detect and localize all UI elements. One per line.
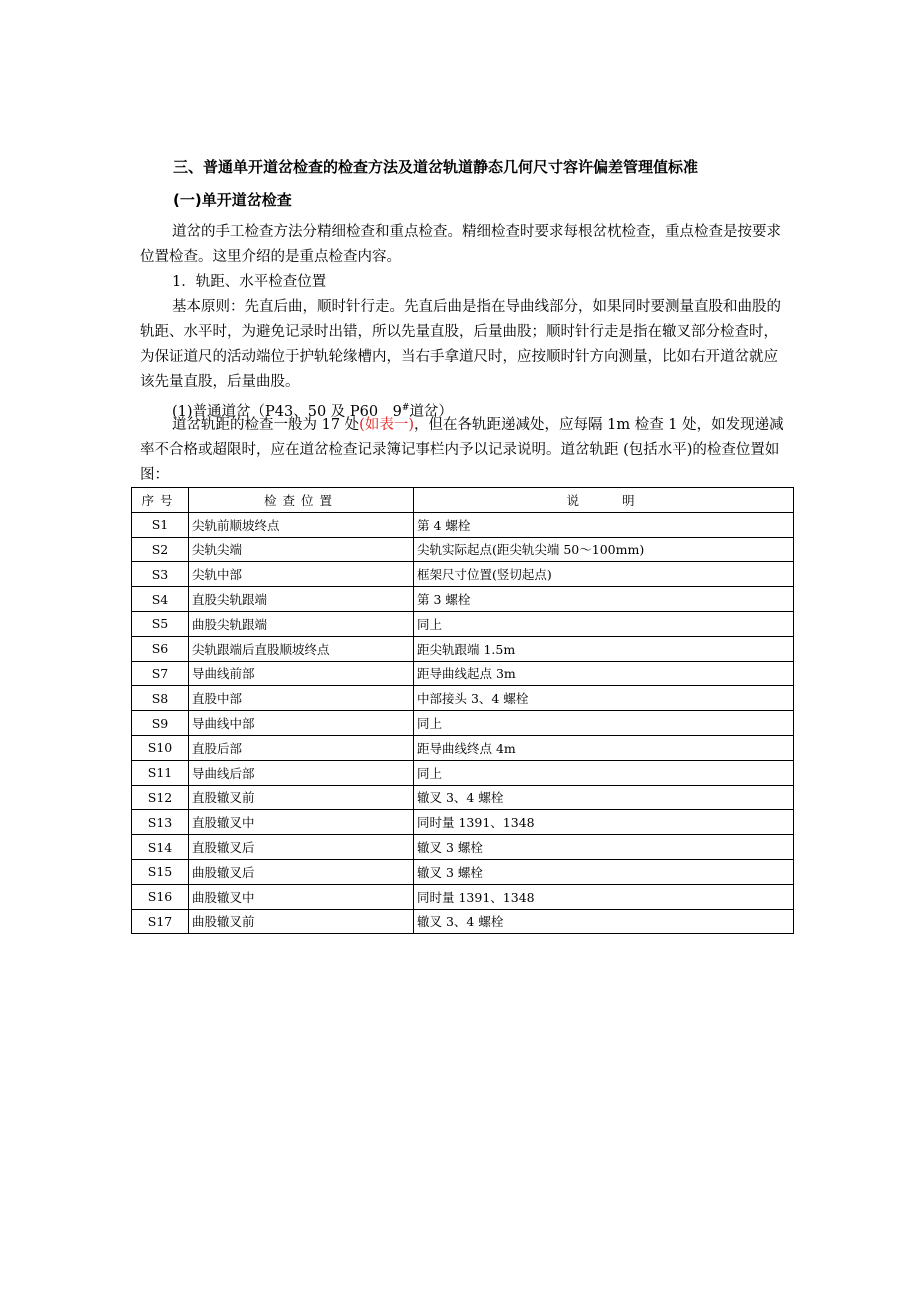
table-row: [132, 562, 794, 587]
cell-seq: S4: [132, 587, 189, 612]
cell-note: 辙叉 3、4 螺栓: [414, 785, 794, 810]
table-row: [132, 587, 794, 612]
cell-note: 辙叉 3 螺栓: [414, 859, 794, 884]
sub-title-sup: #: [401, 403, 410, 413]
cell-seq: S11: [132, 760, 189, 785]
cell-note: 距尖轨跟端 1.5m: [414, 636, 794, 661]
cell-note: 距导曲线起点 3m: [414, 661, 794, 686]
cell-seq: S13: [132, 810, 189, 835]
cell-position: 直股辙叉前: [189, 785, 414, 810]
sub-title-prefix: (1)普通道岔（P43、50 及 P60 9: [172, 403, 402, 420]
cell-position: 尖轨尖端: [189, 537, 414, 562]
cell-seq: S2: [132, 537, 189, 562]
cell-position: 曲股辙叉中: [189, 884, 414, 909]
table-row: [132, 810, 794, 835]
table-row: [132, 909, 794, 934]
cell-note: 框架尺寸位置(竖切起点): [414, 562, 794, 587]
cell-seq: S12: [132, 785, 189, 810]
cell-seq: S16: [132, 884, 189, 909]
cell-note: 辙叉 3、4 螺栓: [414, 909, 794, 934]
table-row: [132, 636, 794, 661]
cell-note: 同上: [414, 611, 794, 636]
cell-seq: S7: [132, 661, 189, 686]
cell-note: 第 4 螺栓: [414, 512, 794, 537]
cell-position: 曲股辙叉前: [189, 909, 414, 934]
header-note: 说 明: [414, 488, 794, 513]
header-position: 检查位置: [189, 488, 414, 513]
cell-note: 第 3 螺栓: [414, 587, 794, 612]
cell-position: 导曲线前部: [189, 661, 414, 686]
table-reference-link[interactable]: (如表一): [359, 417, 414, 433]
cell-seq: S17: [132, 909, 189, 934]
gauge-paragraph: [140, 413, 790, 488]
cell-seq: S10: [132, 735, 189, 760]
gauge-text-2: ，但在各轨距递减处，应每隔 1m 检查 1 处，如发现递减率不合格或超限时，应在道岔检查记录簿记事栏内予以记录说明。道岔轨距 (包括水平)的检查位置如图：: [140, 417, 784, 483]
cell-position: 直股辙叉后: [189, 835, 414, 860]
table-body: [132, 512, 794, 934]
cell-seq: S6: [132, 636, 189, 661]
cell-position: 导曲线中部: [189, 711, 414, 736]
table-row: [132, 859, 794, 884]
header-seq: 序号: [132, 488, 189, 513]
cell-note: 辙叉 3 螺栓: [414, 835, 794, 860]
inspection-position-table: [131, 487, 794, 934]
table-row: [132, 686, 794, 711]
cell-seq: S15: [132, 859, 189, 884]
cell-position: 直股后部: [189, 735, 414, 760]
principle-paragraph: 基本原则：先直后曲，顺时针行走。先直后曲是指在导曲线部分，如果同时要测量直股和曲股的轨距、水平时，为避免记录时出错，所以先量直股，后量曲股；顺时针行走是指在辙叉部分检查时，为保证道尺的活动端位于护轨轮缘槽内，当右手拿道尺时，应按顺时针方向测量，比如右开道岔就应该先量直股，后量曲股。: [140, 299, 781, 390]
cell-seq: S8: [132, 686, 189, 711]
cell-note: 同时量 1391、1348: [414, 884, 794, 909]
gauge-text-1: 道岔轨距的检查一般为 17 处: [172, 417, 360, 433]
table-row: [132, 884, 794, 909]
table-row: [132, 735, 794, 760]
table-row: [132, 512, 794, 537]
cell-note: 尖轨实际起点(距尖轨尖端 50～100mm): [414, 537, 794, 562]
cell-note: 同上: [414, 760, 794, 785]
section1-title: 1．轨距、水平检查位置: [172, 274, 327, 290]
cell-seq: S9: [132, 711, 189, 736]
cell-note: 距导曲线终点 4m: [414, 735, 794, 760]
table-header-row: [132, 488, 794, 513]
table-row: [132, 661, 794, 686]
table-row: [132, 760, 794, 785]
cell-position: 曲股尖轨跟端: [189, 611, 414, 636]
cell-position: 曲股辙叉后: [189, 859, 414, 884]
sub-title-suffix: 道岔）: [409, 403, 453, 420]
table-row: [132, 835, 794, 860]
cell-seq: S3: [132, 562, 189, 587]
cell-position: 尖轨前顺坡终点: [189, 512, 414, 537]
cell-seq: S1: [132, 512, 189, 537]
intro-paragraph: 道岔的手工检查方法分精细检查和重点检查。精细检查时要求每根岔枕检查，重点检查是按要求位置检查。这里介绍的是重点检查内容。: [140, 224, 781, 265]
cell-note: 同时量 1391、1348: [414, 810, 794, 835]
sub-heading: (一)单开道岔检查: [173, 191, 292, 209]
table-row: [132, 611, 794, 636]
cell-seq: S14: [132, 835, 189, 860]
cell-position: 尖轨跟端后直股顺坡终点: [189, 636, 414, 661]
table-row: [132, 785, 794, 810]
table-row: [132, 711, 794, 736]
cell-position: 直股辙叉中: [189, 810, 414, 835]
cell-seq: S5: [132, 611, 189, 636]
cell-position: 直股尖轨跟端: [189, 587, 414, 612]
cell-position: 导曲线后部: [189, 760, 414, 785]
section-heading: 三、普通单开道岔检查的检查方法及道岔轨道静态几何尺寸容许偏差管理值标准: [173, 158, 699, 176]
cell-note: 中部接头 3、4 螺栓: [414, 686, 794, 711]
cell-position: 直股中部: [189, 686, 414, 711]
table-row: [132, 537, 794, 562]
cell-note: 同上: [414, 711, 794, 736]
cell-position: 尖轨中部: [189, 562, 414, 587]
